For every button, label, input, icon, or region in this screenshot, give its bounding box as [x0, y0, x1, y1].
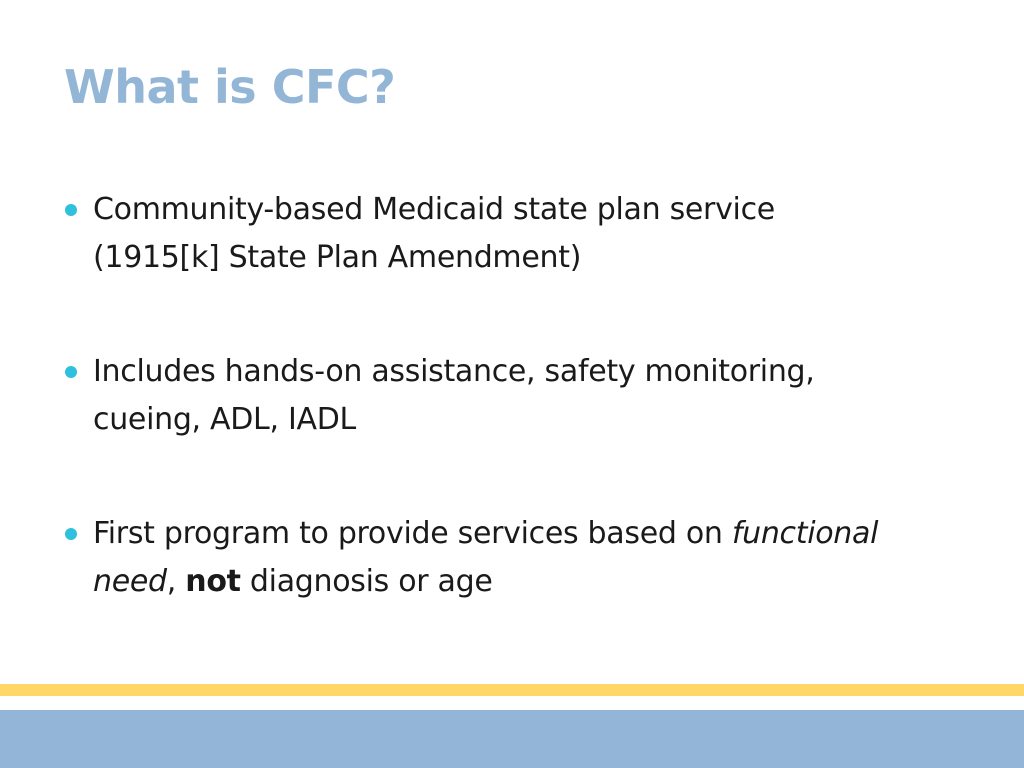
bullet-item-2 — [64, 348, 964, 444]
bullet-1-line-2: (1915[k] State Plan Amendment) — [93, 240, 582, 275]
bullet-2-line-1: Includes hands-on assistance, safety monitoring, — [93, 354, 815, 389]
bullet-dot-icon — [65, 204, 77, 216]
footer-band-blue — [0, 710, 1024, 768]
footer-band-yellow — [0, 684, 1024, 696]
bullet-3-text-after: diagnosis or age — [240, 564, 493, 599]
bullet-1-line-1: Community-based Medicaid state plan service — [93, 192, 775, 227]
bullet-dot-icon — [65, 528, 77, 540]
bullet-3-comma: , — [166, 564, 186, 599]
bullet-3-emphasis-italic: functional need — [93, 516, 879, 599]
bullet-3-text-before: First program to provide services based on — [93, 516, 732, 551]
bullet-list — [64, 186, 964, 606]
bullet-3-emphasis-bold: not — [185, 564, 241, 599]
slide-title: What is CFC? — [64, 60, 396, 114]
bullet-item-1 — [64, 186, 964, 282]
bullet-item-3 — [64, 510, 964, 606]
bullet-dot-icon — [65, 366, 77, 378]
bullet-2-line-2: cueing, ADL, IADL — [93, 402, 356, 437]
